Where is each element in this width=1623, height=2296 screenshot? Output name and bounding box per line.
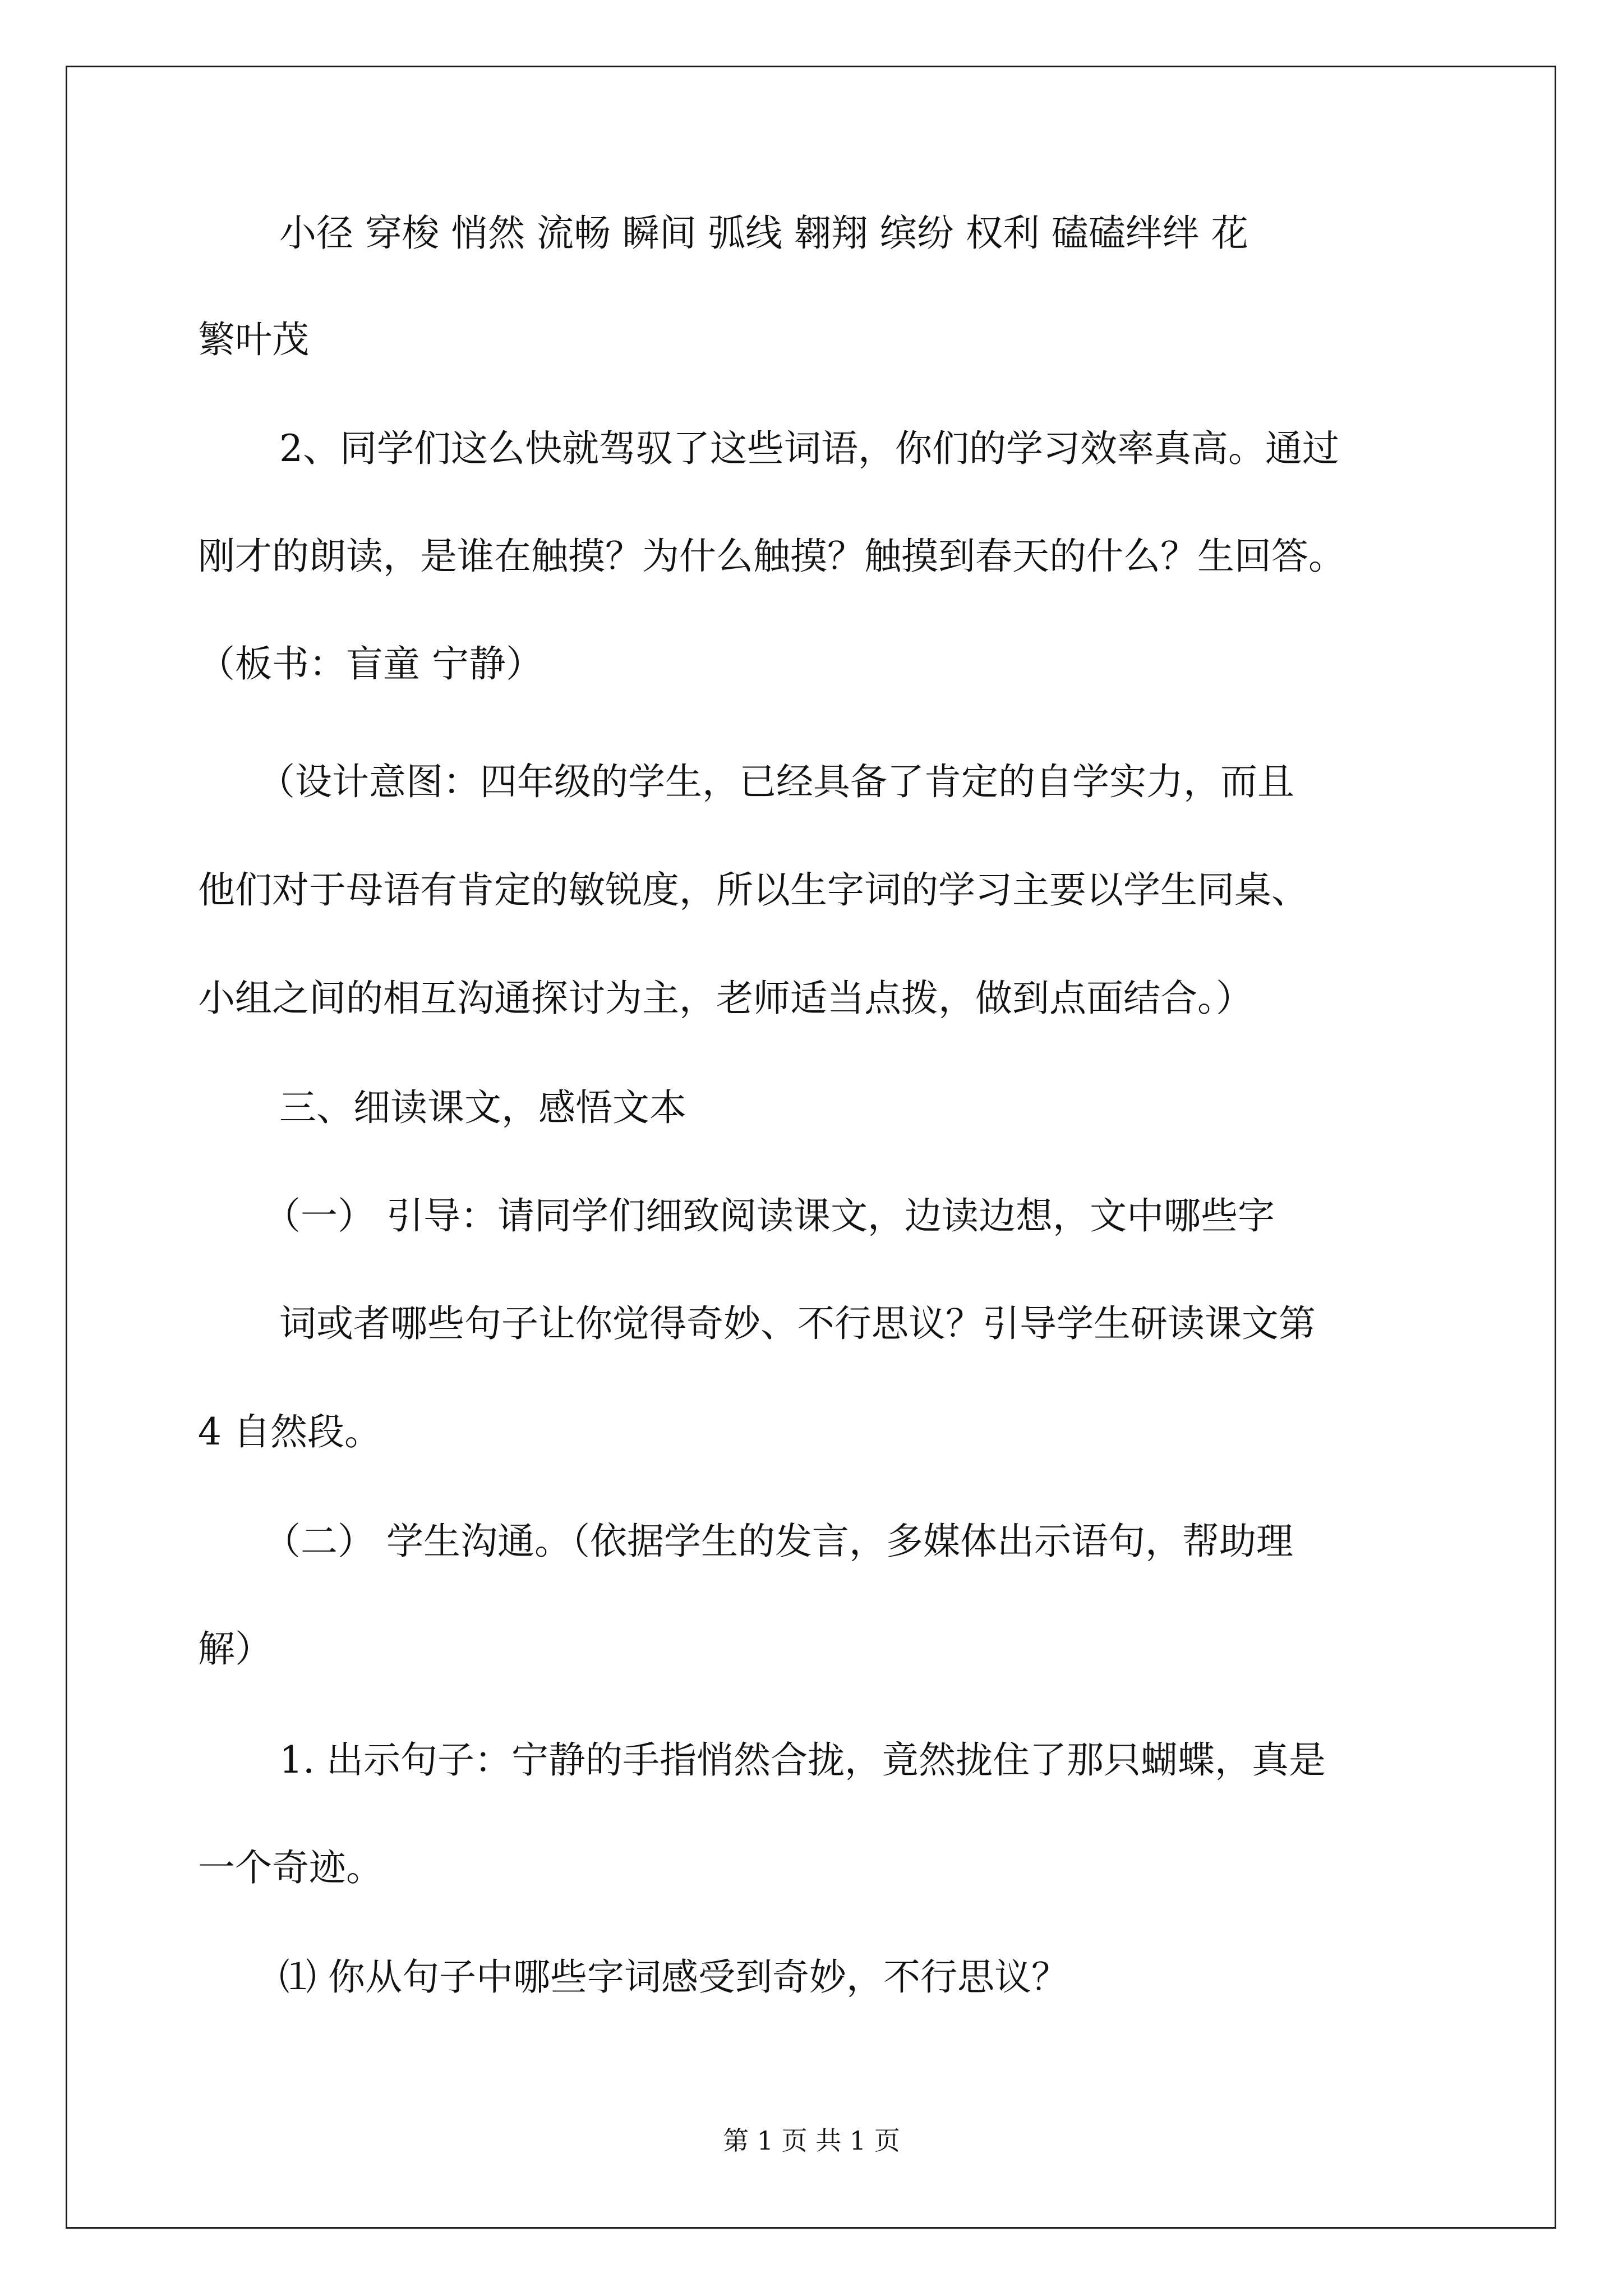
text-line-6: （设计意图：四年级的学生，已经具备了肯定的自学实力，而且 — [258, 760, 1294, 803]
text-line-15: 1. 出示句子：宁静的手指悄然合拢，竟然拢住了那只蝴蝶，真是 — [279, 1738, 1326, 1782]
page-number-footer: 第 1 页 共 1 页 — [723, 2125, 900, 2156]
text-line-13: （二） 学生沟通。（依据学生的发言，多媒体出示语句，帮助理 — [264, 1520, 1293, 1563]
text-line-5: （板书：盲童 宁静） — [198, 642, 543, 685]
text-line-17: ⑴ 你从句子中哪些字词感受到奇妙，不行思议？ — [279, 1955, 1068, 1999]
text-line-8: 小组之间的相互沟通探讨为主，老师适当点拨，做到点面结合。） — [198, 977, 1253, 1020]
text-line-12: 4 自然段。 — [198, 1410, 381, 1453]
text-line-1: 小径 穿梭 悄然 流畅 瞬间 弧线 翱翔 缤纷 权利 磕磕绊绊 花 — [279, 211, 1248, 255]
text-line-10: （一） 引导：请同学们细致阅读课文，边读边想，文中哪些字 — [264, 1194, 1275, 1237]
text-line-9: 三、细读课文，感悟文本 — [279, 1086, 686, 1129]
text-line-4: 刚才的朗读，是谁在触摸？为什么触摸？触摸到春天的什么？生回答。 — [198, 535, 1345, 578]
text-line-14: 解） — [198, 1627, 272, 1671]
text-line-2: 繁叶茂 — [198, 318, 309, 361]
text-line-3: 2、同学们这么快就驾驭了这些词语，你们的学习效率真高。通过 — [279, 427, 1339, 470]
page-border — [66, 66, 1556, 2229]
text-line-16: 一个奇迹。 — [198, 1846, 383, 1889]
text-line-11: 词或者哪些句子让你觉得奇妙、不行思议？引导学生研读课文第 — [279, 1302, 1316, 1345]
text-line-7: 他们对于母语有肯定的敏锐度，所以生字词的学习主要以学生同桌、 — [198, 868, 1308, 912]
